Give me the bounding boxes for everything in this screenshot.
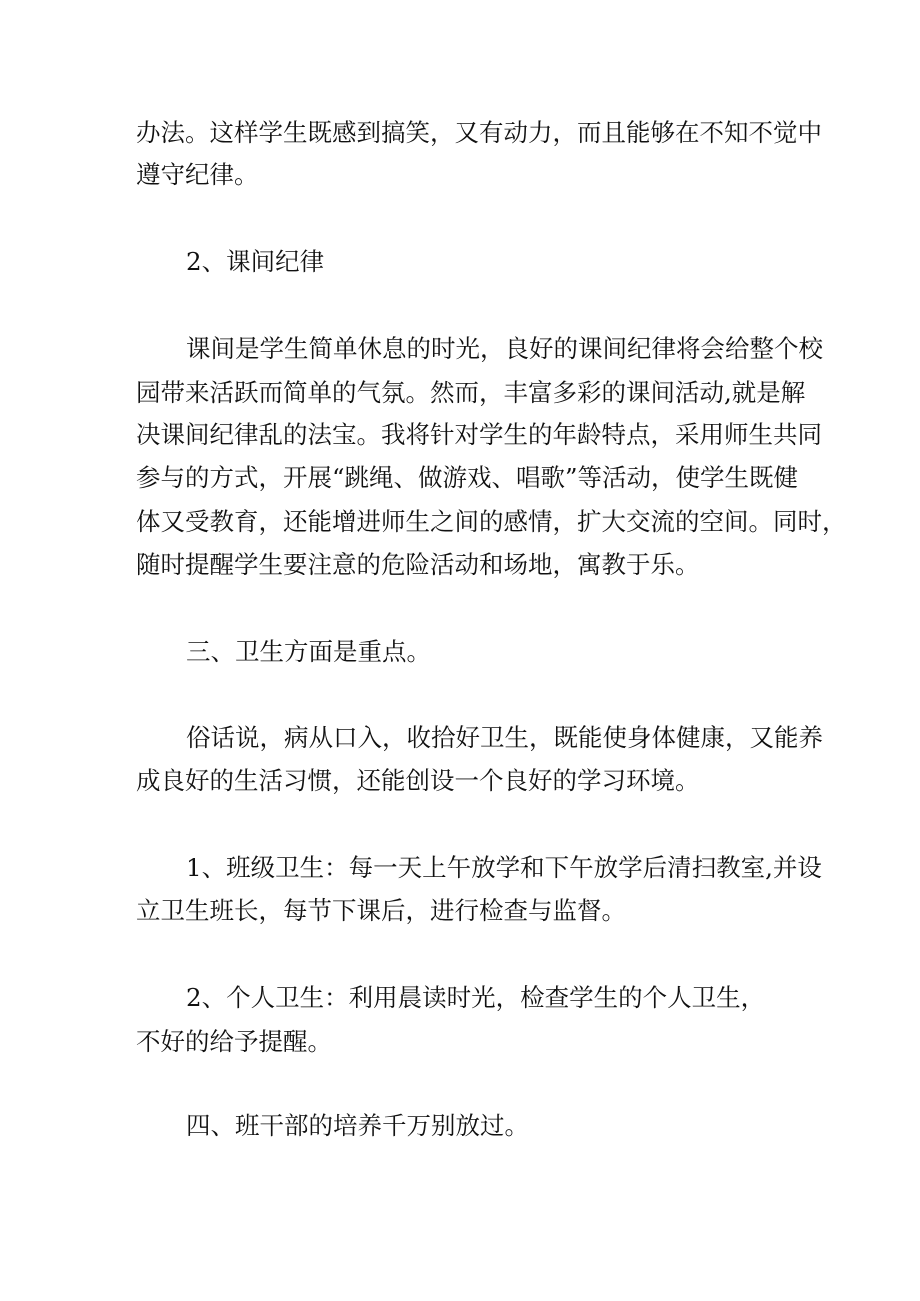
paragraph-line: 俗话说，病从口入，收拾好卫生，既能使身体健康，又能养 (186, 723, 823, 752)
section-heading: 四、班干部的培养千万别放过。 (186, 1111, 529, 1140)
paragraph-line: 立卫生班长，每节下课后，进行检查与监督。 (136, 896, 626, 925)
paragraph-line: 遵守纪律。 (136, 160, 259, 189)
paragraph-line: 随时提醒学生要注意的危险活动和场地，寓教于乐。 (136, 550, 700, 579)
paragraph-line: 体又受教育，还能增进师生之间的感情，扩大交流的空间。同时， (136, 507, 847, 536)
paragraph-line: 办法。这样学生既感到搞笑，又有动力，而且能够在不知不觉中 (136, 118, 822, 147)
section-heading: 三、卫生方面是重点。 (186, 637, 431, 666)
paragraph-line: 成良好的生活习惯，还能创设一个良好的学习环境。 (136, 766, 700, 795)
paragraph-line: 课间是学生简单休息的时光，良好的课间纪律将会给整个校 (186, 334, 823, 363)
paragraph-line: 2、个人卫生：利用晨读时光，检查学生的个人卫生， (186, 983, 766, 1012)
paragraph-line: 决课间纪律乱的法宝。我将针对学生的年龄特点，采用师生共同 (136, 420, 822, 449)
paragraph-line: 1、班级卫生：每一天上午放学和下午放学后清扫教室,并设 (186, 853, 822, 882)
paragraph-line: 不好的给予提醒。 (136, 1027, 332, 1056)
section-heading: 2、课间纪律 (186, 247, 325, 276)
paragraph-line: 参与的方式，开展“跳绳、做游戏、唱歌”等活动，使学生既健 (136, 463, 799, 492)
paragraph-line: 园带来活跃而简单的气氛。然而，丰富多彩的课间活动,就是解 (136, 378, 806, 407)
